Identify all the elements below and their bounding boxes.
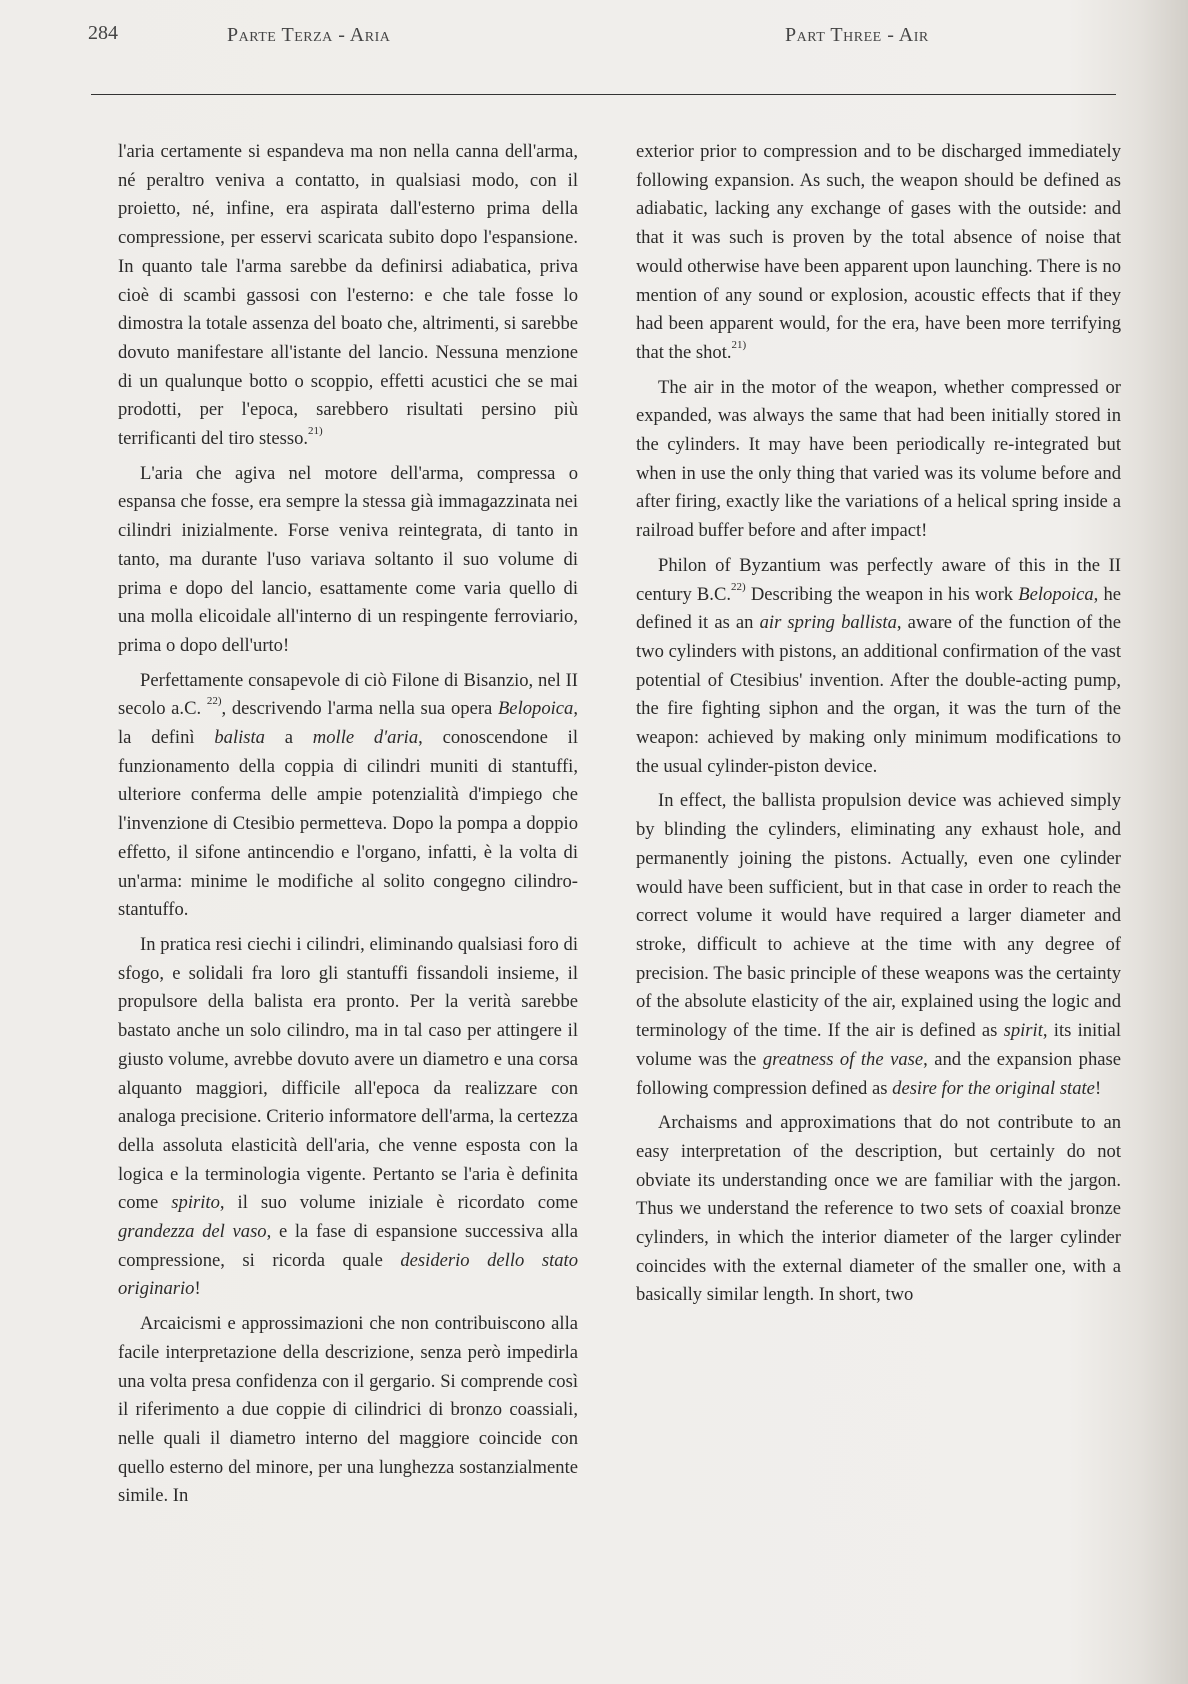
footnote-ref: 21): [731, 338, 747, 351]
italian-paragraph-3: Perfettamente consapevole di ciò Filone di Bisanzio, nel II secolo a.C. $^{22)}$, descrivendo l'arma nella sua opera Belopoica, la definì balista a molle d'aria, conoscendone il funzionamento della coppia di cilindri muniti di stantuffi, ulteriore conferma delle ampie potenzialità d'impiego che l'invenzione di Ctesibio permetteva. Dopo la pompa a doppio effetto, il sifone antincendio e l'organo, infatti, è la volta di un'arma: minime le modifiche al solito congegno cilindro-stantuffo.: [118, 669, 579, 921]
english-paragraph-4: In effect, the ballista propulsion device was achieved simply by blinding the cylinders, eliminating any exhaust hole, and permanently joining the pistons. Actually, even one cylinder would have been sufficient, but in that case in order to reach the correct volume it would have required a larger diameter and stroke, difficult to achieve at the time with any degree of precision. The basic principle of these weapons was the certainty of the absolute elasticity of the air, explained using the logic and terminology of the time. If the air is defined as spirit, its initial volume was the greatness of the vase, and the expansion phase following compression defined as desire for the original state!: [636, 790, 1121, 1099]
english-paragraph-2: The air in the motor of the weapon, whether compressed or expanded, was always the same that had been initially stored in the cylinders. It may have been periodically re-integrated but when in use the only thing that varied was its volume before and after firing, exactly like the variations of a helical spring inside a railroad buffer before and after impact!: [636, 376, 1121, 542]
footnote-ref: 22): [206, 695, 222, 708]
page-number: 284: [88, 22, 118, 44]
english-paragraph-3: Philon of Byzantium was perfectly aware of this in the II century B.C.$^{22)}$ Describing the weapon in his work Belopoica, he defined it as an air spring ballista, aware of the function of the two cylinders with pistons, an additional confirmation of the vast potential of Ctesibius' invention. After the double-acting pump, the fire fighting siphon and the organ, it was the turn of the weapon: achieved by making only minimum modifications to the usual cylinder-piston device.: [636, 554, 1121, 777]
footnote-ref: 22): [731, 580, 746, 593]
running-title-italian: Parte Terza - Aria: [227, 24, 391, 46]
english-paragraph-5: Archaisms and approximations that do not contribute to an easy interpretation of the description, but certainly do not obviate its understanding once we are familiar with the jargon. Thus we understand the reference to two sets of coaxial bronze cylinders, in which the interior diameter of the larger cylinder coincides with the external diameter of the smaller one, with a basically similar length. In short, two: [636, 1112, 1121, 1306]
english-paragraph-1: exterior prior to compression and to be discharged immediately following expansion. As such, the weapon should be defined as adiabatic, lacking any exchange of gases with the outside: and that it was such is proven by the total absence of noise that would otherwise have been apparent upon launching. There is no mention of any sound or explosion, acoustic effects that if they had been apparent would, for the era, have been more terrifying that the shot.$^{21)}$: [636, 141, 1121, 363]
header-rule: [91, 94, 1116, 95]
english-column: [636, 138, 1121, 1316]
italian-paragraph-2: L'aria che agiva nel motore dell'arma, compressa o espansa che fosse, era sempre la stessa già immagazzinata nei cilindri inizialmente. Forse veniva reintegrata, di tanto in tanto, ma durante l'uso variava soltanto il suo volume di prima e dopo del lancio, esattamente come varia quello di una molla elicoidale all'interno di un respingente ferroviario, prima o dopo dell'urto!: [118, 462, 578, 656]
running-title-english: Part Three - Air: [785, 24, 929, 46]
italian-paragraph-5: Arcaicismi e approssimazioni che non contribuiscono alla facile interpretazione della descrizione, senza però impedirla una volta presa confidenza con il gergario. Si comprende così il riferimento a due coppie di cilindrici di bronzo coassiali, nelle quali il diametro interno del maggiore coincide con quello esterno del minore, per una lunghezza sostanzialmente simile. In: [118, 1313, 578, 1507]
page-header: [88, 22, 1108, 54]
footnote-ref: 21): [308, 425, 323, 438]
italian-paragraph-1: l'aria certamente si espandeva ma non nella canna dell'arma, né peraltro veniva a contatto, in qualsiasi modo, con il proietto, né, infine, era aspirata dall'esterno prima della compressione, per esservi scaricata subito dopo l'espansione. In quanto tale l'arma sarebbe da definirsi adiabatica, priva cioè di scambi gassosi con l'esterno: e che tale fosse lo dimostra la totale assenza del boato che, altrimenti, si sarebbe dovuto manifestare all'istante del lancio. Nessuna menzione di un qualunque botto o scoppio, effetti acustici che se mai prodotti, per l'epoca, sarebbero risultati persino più terrificanti del tiro stesso.$^{21)}$: [118, 141, 578, 450]
italian-column: [118, 138, 578, 1517]
italian-paragraph-4: In pratica resi ciechi i cilindri, eliminando qualsiasi foro di sfogo, e solidali fra loro gli stantuffi fissandoli insieme, il propulsore della balista era pronto. Per la verità sarebbe bastato anche un solo cilindro, ma in tal caso per attingere il giusto volume, avrebbe dovuto avere un diametro e una corsa alquanto maggiori, difficile all'epoca da realizzare con analoga precisione. Criterio informatore dell'arma, la certezza della assoluta elasticità dell'aria, che venne esposta con la logica e la terminologia vigente. Pertanto se l'aria è definita come spirito, il suo volume iniziale è ricordato come grandezza del vaso, e la fase di espansione successiva alla compressione, si ricorda quale desiderio dello stato originario!: [118, 933, 578, 1300]
